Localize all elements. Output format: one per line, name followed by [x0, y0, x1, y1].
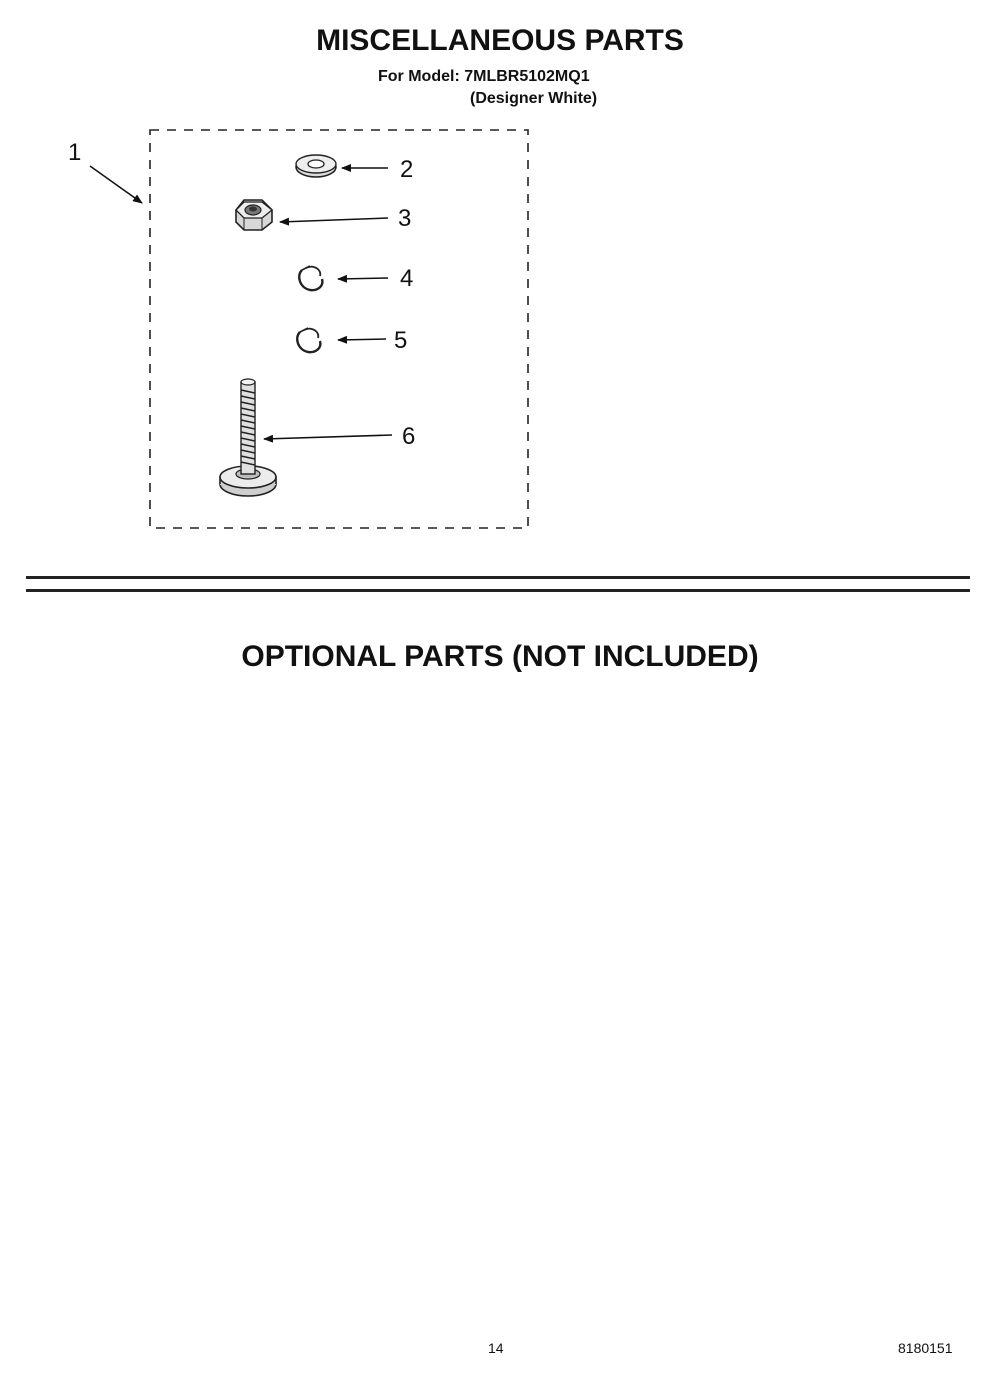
callout-1: 1: [68, 139, 82, 166]
optional-parts-heading: OPTIONAL PARTS (NOT INCLUDED): [241, 640, 759, 673]
parts-diagram: [0, 0, 1000, 560]
callout-1-leader: [90, 166, 142, 203]
callout-6: 6: [402, 423, 416, 450]
callout-5: 5: [394, 327, 408, 354]
model-variant-line: (Designer White): [470, 90, 598, 107]
section-divider-top: [26, 576, 970, 579]
page-number: 14: [488, 1340, 504, 1356]
hex-nut-icon: [236, 200, 272, 230]
callout-3-leader: [280, 218, 388, 222]
kit-outline: [150, 130, 528, 528]
section-divider-bottom: [26, 589, 970, 592]
callout-4: 4: [400, 265, 414, 292]
callout-2: 2: [400, 156, 414, 183]
washer-icon: [296, 155, 336, 177]
clip-icon: [299, 266, 322, 290]
callout-6-leader: [264, 435, 392, 439]
callout-4-leader: [338, 278, 388, 279]
callout-3: 3: [398, 205, 412, 232]
callout-5-leader: [338, 339, 386, 340]
clip-icon: [297, 328, 320, 352]
page-title: MISCELLANEOUS PARTS: [316, 24, 684, 57]
model-number-line: For Model: 7MLBR5102MQ1: [378, 68, 590, 85]
leveling-leg-icon: [220, 379, 276, 496]
document-number: 8180151: [898, 1340, 953, 1356]
